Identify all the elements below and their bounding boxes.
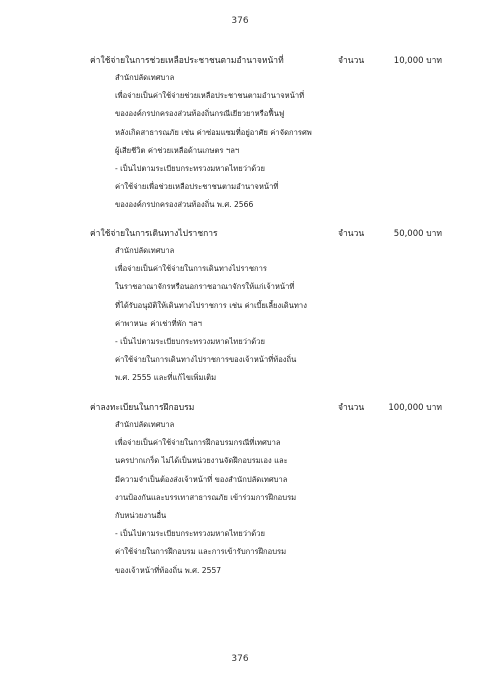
item-description (115, 69, 450, 215)
item-title: ค่าใช้จ่ายในการเดินทางไปราชการ (90, 229, 218, 239)
description-line: ในราชอาณาจักรหรือนอกราชอาณาจักรให้แก่เจ้าหน้าที่ (115, 282, 295, 292)
budget-item-assistance (90, 53, 450, 215)
budget-item-travel (90, 226, 450, 388)
description-line: ค่าใช้จ่ายในการเดินทางไปราชการของเจ้าหน้าที่ท้องถิ่น (115, 355, 297, 365)
description-line: มีความจำเป็นต้องส่งเจ้าหน้าที่ ของสำนักปลัดเทศบาล (115, 474, 288, 484)
description-line: สำนักปลัดเทศบาล (115, 420, 175, 429)
description-line: ของเจ้าหน้าที่ท้องถิ่น พ.ศ. 2557 (115, 565, 222, 575)
description-line: ที่ได้รับอนุมัติให้เดินทางไปราชการ เช่น ค่าเบี้ยเลี้ยงเดินทาง (115, 300, 307, 310)
description-line: หลังเกิดสาธารณภัย เช่น ค่าซ่อมแซมที่อยู่อาศัย ค่าจัดการศพ (115, 127, 312, 137)
description-line: ค่าใช้จ่ายในการฝึกอบรม และการเข้ารับการฝึกอบรม (115, 547, 287, 557)
item-description (115, 242, 450, 388)
item-header (90, 226, 450, 242)
description-line: - เป็นไปตามระเบียบกระทรวงมหาดไทยว่าด้วย (115, 529, 265, 539)
description-line: ผู้เสียชีวิต ค่าช่วยเหลือด้านเกษตร ฯลฯ (115, 145, 240, 155)
description-line: ขององค์กรปกครองส่วนท้องถิ่นกรณีเยียวยาหรือฟื้นฟู (115, 109, 285, 119)
page-number-bottom: 376 (231, 654, 249, 664)
description-line: งานป้องกันและบรรเทาสาธารณภัย เข้าร่วมการฝึกอบรม (115, 492, 297, 502)
description-line: เพื่อจ่ายเป็นค่าใช้จ่ายในการฝึกอบรมกรณีที่เทศบาล (115, 438, 281, 448)
quantity-label: จำนวน (338, 56, 365, 66)
description-line: สำนักปลัดเทศบาล (115, 73, 175, 82)
description-line: พ.ศ. 2555 และที่แก้ไขเพิ่มเติม (115, 373, 217, 383)
description-line: เพื่อจ่ายเป็นค่าใช้จ่ายในการเดินทางไปราชการ (115, 264, 267, 274)
description-line: ขององค์กรปกครองส่วนท้องถิ่น พ.ศ. 2566 (115, 200, 254, 210)
item-amount: 100,000 บาท (388, 403, 442, 413)
description-line: เพื่อจ่ายเป็นค่าใช้จ่ายช่วยเหลือประชาชนตามอำนาจหน้าที่ (115, 91, 305, 101)
description-line: นครปากเกร็ด ไม่ได้เป็นหน่วยงานจัดฝึกอบรมเอง และ (115, 456, 288, 466)
description-line: - เป็นไปตามระเบียบกระทรวงมหาดไทยว่าด้วย (115, 337, 265, 347)
item-title: ค่าใช้จ่ายในการช่วยเหลือประชาชนตามอำนาจหน้าที่ (90, 56, 284, 66)
item-header (90, 53, 450, 69)
item-title: ค่าลงทะเบียนในการฝึกอบรม (90, 403, 195, 413)
page-number-top: 376 (231, 16, 249, 26)
item-amount: 10,000 บาท (393, 56, 442, 66)
description-line: ค่าพาหนะ ค่าเช่าที่พัก ฯลฯ (115, 318, 202, 328)
budget-item-training (90, 400, 450, 580)
item-amount: 50,000 บาท (393, 229, 442, 239)
quantity-label: จำนวน (338, 229, 365, 239)
description-line: ค่าใช้จ่ายเพื่อช่วยเหลือประชาชนตามอำนาจหน้าที่ (115, 182, 279, 192)
item-header (90, 400, 450, 416)
description-line: กับหน่วยงานอื่น (115, 511, 167, 521)
item-description (115, 416, 450, 580)
quantity-label: จำนวน (338, 403, 365, 413)
description-line: สำนักปลัดเทศบาล (115, 246, 175, 255)
description-line: - เป็นไปตามระเบียบกระทรวงมหาดไทยว่าด้วย (115, 164, 265, 174)
